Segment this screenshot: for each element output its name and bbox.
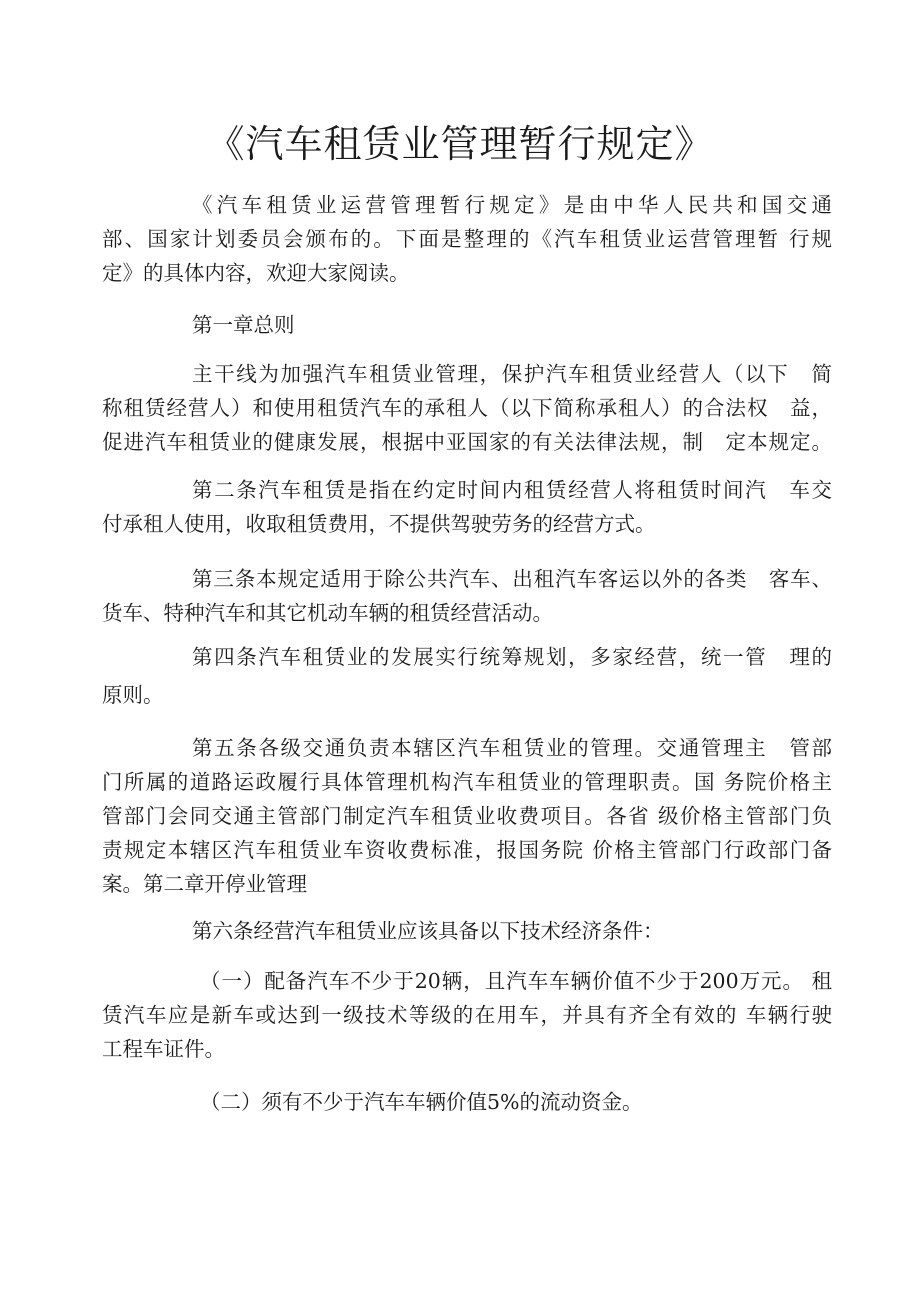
article-3-paragraph <box>102 562 832 630</box>
paragraph-line: 定》的具体内容，欢迎大家阅读。 <box>102 261 410 285</box>
chapter-heading <box>102 308 832 342</box>
intro-paragraph <box>102 188 832 290</box>
paragraph-line: 第五条各级交通负责本辖区汽车租赁业的管理。交通管理主 管部 <box>192 736 832 760</box>
paragraph-line: 《汽车租赁业运营管理暂行规定》是由中华人民共和国交通 <box>192 193 832 217</box>
paragraph-line: 案。第二章开停业管理 <box>102 872 307 896</box>
paragraph-line: 第六条经营汽车租赁业应该具备以下技术经济条件： <box>192 919 664 943</box>
paragraph-line: 第二条汽车租赁是指在约定时间内租赁经营人将租赁时间汽 车交 <box>192 478 832 502</box>
article-1-paragraph <box>102 357 832 459</box>
chapter-1-title: 第一章总则 <box>192 313 295 337</box>
article-4-paragraph <box>102 640 832 712</box>
paragraph-line: 赁汽车应是新车或达到一级技术等级的在用车，并具有齐全有效的 车辆行驶 <box>102 1003 832 1027</box>
item-1-paragraph <box>102 964 832 1066</box>
document-title: 《汽车租赁业管理暂行规定》 <box>206 122 714 166</box>
paragraph-line: （一）配备汽车不少于20辆，且汽车车辆价值不少于200万元。 租 <box>200 969 832 993</box>
paragraph-line: 工程车证件。 <box>102 1037 225 1061</box>
paragraph-line: 付承租人使用，收取租赁费用，不提供驾驶劳务的经营方式。 <box>102 512 656 536</box>
paragraph-line: 第三条本规定适用于除公共汽车、出租汽车客运以外的各类 客车、 <box>192 567 832 591</box>
paragraph-line: 责规定本辖区汽车租赁业车资收费标准，报国务院 价格主管部门行政部门备 <box>102 838 832 862</box>
paragraph-line: 原则。 <box>102 683 164 707</box>
paragraph-line: 门所属的道路运政履行具体管理机构汽车租赁业的管理职责。国 务院价格主 <box>102 770 832 794</box>
article-5-paragraph <box>102 731 832 901</box>
paragraph-line: 促进汽车租赁业的健康发展，根据中亚国家的有关法律法规，制 定本规定。 <box>102 430 832 454</box>
item-2-paragraph <box>102 1085 832 1119</box>
paragraph-line: 第四条汽车租赁业的发展实行统筹规划，多家经营，统一管 理的 <box>192 645 832 669</box>
paragraph-line: 主干线为加强汽车租赁业管理，保护汽车租赁业经营人（以下 简 <box>192 362 832 386</box>
paragraph-line: 管部门会同交通主管部门制定汽车租赁业收费项目。各省 级价格主管部门负 <box>102 804 832 828</box>
article-6-paragraph <box>102 914 832 948</box>
paragraph-line: （二）须有不少于汽车车辆价值5%的流动资金。 <box>200 1090 643 1114</box>
paragraph-line: 货车、特种汽车和其它机动车辆的租赁经营活动。 <box>102 601 553 625</box>
paragraph-line: 称租赁经营人）和使用租赁汽车的承租人（以下简称承租人）的合法权 益， <box>102 396 832 420</box>
paragraph-line: 部、国家计划委员会颁布的。下面是整理的《汽车租赁业运营管理暂 行规 <box>102 227 832 251</box>
article-2-paragraph <box>102 473 832 541</box>
